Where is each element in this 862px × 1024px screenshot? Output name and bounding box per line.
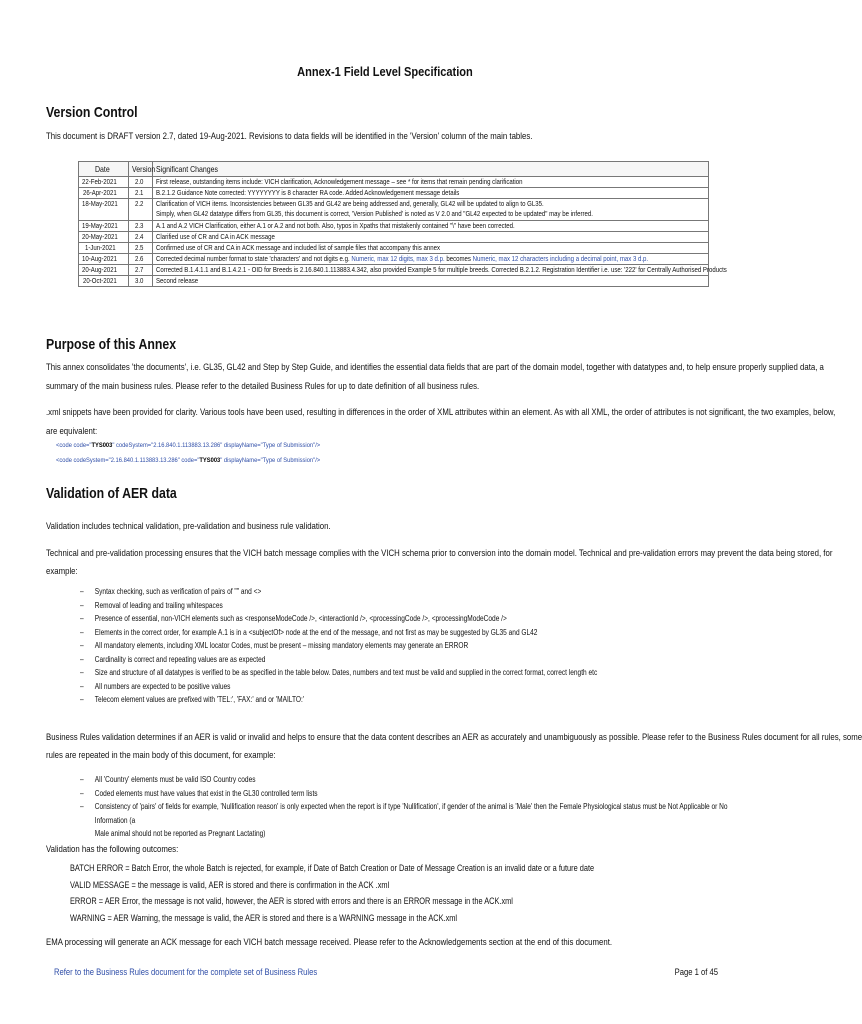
version-table	[78, 161, 727, 287]
row-date: 20-Oct-2021	[79, 276, 129, 287]
list-item: – All mandatory elements, including XML locator Codes, must be present – missing mandatory elements may generate an ERROR	[80, 639, 728, 653]
validation-heading: Validation of AER data	[46, 485, 177, 502]
list-item: – Elements in the correct order, for example A.1 is in a <subjectOf> node at the end of the message, and not first as may be suggested by GL35 and GL42	[80, 626, 728, 640]
table-row	[79, 188, 709, 199]
row-version: 2.0	[129, 177, 153, 188]
table-row	[79, 276, 709, 287]
outcome-valid-message: VALID MESSAGE = the message is valid, AER is stored and there is confirmation in the ACK .xml	[70, 879, 390, 890]
row-changes: Clarified use of CR and CA in ACK message	[153, 232, 709, 243]
row-date: 18-May-2021	[79, 199, 129, 221]
version-control-intro: This document is DRAFT version 2.7, dated 19-Aug-2021. Revisions to data fields will be identified in the 'Version' column of the main tables.	[46, 131, 533, 141]
technical-validation-list	[80, 585, 728, 707]
row-version: 2.1	[129, 188, 153, 199]
list-item: – Removal of leading and trailing whitespaces	[80, 599, 728, 613]
row-changes: First release, outstanding items include: VICH clarification, Acknowledgement message – see * for items that remain pending clarification	[153, 177, 709, 188]
row-version: 2.7	[129, 265, 153, 276]
purpose-paragraph-2-cont: are equivalent:	[46, 426, 98, 436]
row-date: 26-Apr-2021	[79, 188, 129, 199]
list-item: – Consistency of 'pairs' of fields for example, 'Nullification reason' is only expected when the report is if type 'Nullification', if gender of the animal is 'Male' then the Female Physiological status must be Not Applicable or No Information (a Male animal should not be reported as Pregnant Lactating)	[80, 800, 728, 841]
xml-example-2: <code codeSystem="2.16.840.1.113883.13.286" code="TYS003" displayName="Type of Submission"/>	[56, 457, 321, 464]
table-row	[79, 243, 709, 254]
row-version: 2.3	[129, 221, 153, 232]
business-rules-paragraph-cont: rules are repeated in the main body of this document, for example:	[46, 750, 276, 760]
purpose-heading: Purpose of this Annex	[46, 336, 177, 353]
validation-paragraph-1: Validation includes technical validation, pre-validation and business rule validation.	[46, 521, 331, 531]
list-item: – Syntax checking, such as verification of pairs of "" and <>	[80, 585, 728, 599]
table-row	[79, 254, 709, 265]
list-item: – All 'Country' elements must be valid ISO Country codes	[80, 773, 728, 787]
business-rules-list	[80, 773, 728, 841]
outcomes-intro: Validation has the following outcomes:	[46, 844, 179, 854]
column-header-version: Version	[129, 162, 153, 177]
outcome-warning: WARNING = AER Warning, the message is valid, the AER is stored and there is a WARNING message in the ACK.xml	[70, 912, 458, 923]
table-row	[79, 232, 709, 243]
list-item: – Presence of essential, non-VICH elements such as <responseModeCode />, <interactionId />, <processingCode />, <processingModeCode />	[80, 612, 728, 626]
list-item: – Telecom element values are prefixed with 'TEL:', 'FAX:' and or 'MAILTO:'	[80, 693, 728, 707]
validation-closing: EMA processing will generate an ACK message for each VICH batch message received. Please refer to the Acknowledgements section at the end of this document.	[46, 937, 613, 947]
list-item: – Size and structure of all datatypes is verified to be as specified in the table below. Dates, numbers and text must be valid and supplied in the correct format, correct length etc	[80, 666, 728, 680]
row-date: 22-Feb-2021	[79, 177, 129, 188]
purpose-paragraph-2: .xml snippets have been provided for clarity. Various tools have been used, resulting in differences in the order of XML attributes within an element. As with all XML, the order of attributes is not significant, the two examples, below,	[46, 407, 836, 417]
table-row	[79, 221, 709, 232]
row-version: 2.5	[129, 243, 153, 254]
row-changes: Corrected decimal number format to state 'characters' and not digits e.g. Numeric, max 12 digits, max 3 d.p. becomes Numeric, max 12 characters including a decimal point, max 3 d.p.	[153, 254, 709, 265]
validation-paragraph-2-cont: example:	[46, 566, 78, 576]
row-changes: A.1 and A.2 VICH Clarification, either A.1 or A.2 and not both. Also, typos in Xpaths that mistakenly contained "\" have been corrected.	[153, 221, 709, 232]
version-control-heading: Version Control	[46, 104, 138, 121]
row-date: 10-Aug-2021	[79, 254, 129, 265]
row-changes: B.2.1.2 Guidance Note corrected: YYYYYYYY is 8 character RA code. Added Acknowledgement message details	[153, 188, 709, 199]
table-row	[79, 199, 709, 221]
document-title: Annex-1 Field Level Specification	[297, 64, 473, 79]
row-version: 2.4	[129, 232, 153, 243]
row-date: 1-Jun-2021	[79, 243, 129, 254]
row-version: 2.6	[129, 254, 153, 265]
row-changes: Clarification of VICH items. Inconsistencies between GL35 and GL42 are being addressed and, generally, GL42 will be updated to align to GL35. Simply, when GL42 datatype differs from GL35, this document is correct, 'Version Published' is noted as V 2.0 and "GL42 expected to be updated" may be inferred.	[153, 199, 709, 221]
business-rules-link[interactable]: Refer to the Business Rules document for the complete set of Business Rules	[54, 967, 318, 977]
outcome-error: ERROR = AER Error, the message is not valid, however, the AER is stored with errors and there is an ERROR message in the ACK.xml	[70, 896, 513, 906]
row-date: 20-Aug-2021	[79, 265, 129, 276]
table-row	[79, 177, 709, 188]
purpose-paragraph-1: This annex consolidates 'the documents', i.e. GL35, GL42 and Step by Step Guide, and identifies the essential data fields that are part of the domain model, together with datatypes and, to help ensure properly supplied data, a	[46, 362, 824, 372]
row-date: 19-May-2021	[79, 221, 129, 232]
column-header-changes: Significant Changes	[153, 162, 709, 177]
version-table-header	[79, 162, 709, 177]
validation-paragraph-2: Technical and pre-validation processing ensures that the VICH batch message complies with the VICH schema prior to conversion into the domain model. Technical and pre-validation errors may prevent the data being stored, for	[46, 548, 833, 558]
list-item: – Coded elements must have values that exist in the GL30 controlled term lists	[80, 787, 728, 801]
column-header-date: Date	[79, 162, 129, 177]
table-row	[79, 265, 709, 276]
business-rules-paragraph: Business Rules validation determines if an AER is valid or invalid and helps to ensure that the data content describes an AER as accurately and unambiguously as possible. Please refer to the Business Rules document for all rules, some	[46, 732, 862, 742]
row-changes: Corrected B.1.4.1.1 and B.1.4.2.1 - OID for Breeds is 2.16.840.1.113883.4.342, also provided Example 5 for multiple breeds. Corrected B.2.1.2. Registration Identifier i.e. use: '222' for Centrally Authorised Products	[153, 265, 709, 276]
outcomes-list	[70, 860, 594, 926]
outcome-batch-error: BATCH ERROR = Batch Error, the whole Batch is rejected, for example, if Date of Batch Creation or Date of Message Creation is an invalid date or a future date	[70, 863, 595, 873]
row-date: 20-May-2021	[79, 232, 129, 243]
list-item: – Cardinality is correct and repeating values are as expected	[80, 653, 728, 667]
row-changes: Second release	[153, 276, 709, 287]
row-version: 2.2	[129, 199, 153, 221]
xml-example-1: <code code="TYS003" codeSystem="2.16.840.1.113883.13.286" displayName="Type of Submission"/>	[56, 442, 321, 449]
page-number: Page 1 of 45	[674, 967, 718, 977]
list-item: – All numbers are expected to be positive values	[80, 680, 728, 694]
row-version: 3.0	[129, 276, 153, 287]
row-changes: Confirmed use of CR and CA in ACK message and included list of sample files that accompany this annex	[153, 243, 709, 254]
purpose-paragraph-1-cont: summary of the main business rules. Please refer to the detailed Business Rules for up to date definition of all business rules.	[46, 381, 480, 391]
